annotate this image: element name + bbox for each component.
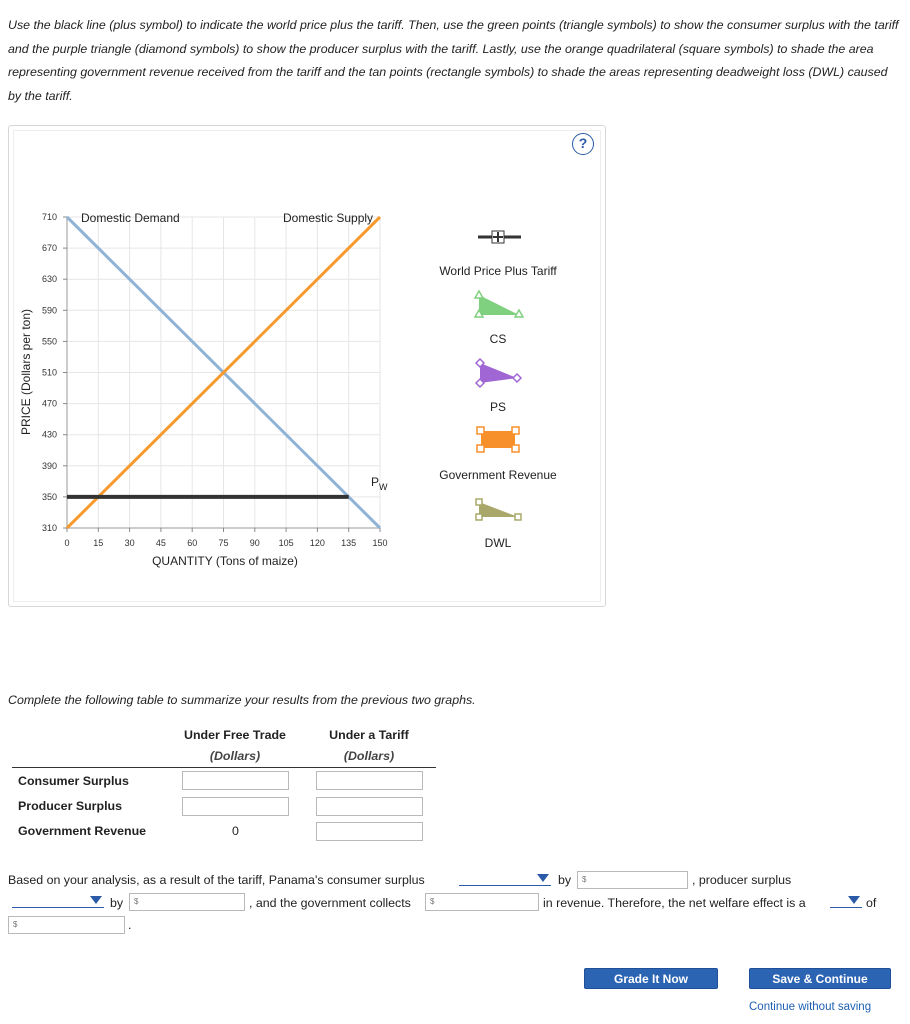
x-tick-label: 105	[278, 538, 294, 548]
square-marker-icon	[477, 445, 484, 452]
x-axis-title: QUANTITY (Tons of maize)	[152, 554, 298, 568]
net-welfare-effect-dropdown[interactable]	[830, 892, 862, 908]
producer-surplus-amount-input[interactable]	[129, 893, 245, 911]
col-head-free-trade: Under Free Trade	[184, 728, 286, 742]
col-sub-free-trade: (Dollars)	[209, 749, 261, 763]
palette-ps-tool[interactable]	[476, 359, 521, 387]
square-marker-icon	[512, 427, 519, 434]
dwl-triangle-icon	[479, 502, 518, 517]
producer-surplus-change-dropdown[interactable]	[12, 892, 104, 908]
x-tick-label: 135	[341, 538, 357, 548]
palette-world-price-tariff[interactable]	[478, 231, 521, 243]
government-revenue-amount-input[interactable]	[425, 893, 539, 911]
palette-label-cs: CS	[489, 332, 507, 346]
plus-icon	[492, 231, 504, 243]
ps-triangle-icon	[480, 363, 517, 383]
analysis-period: .	[128, 918, 132, 932]
consumer-surplus-amount-input[interactable]	[577, 871, 688, 889]
x-tick-label: 150	[372, 538, 388, 548]
palette-label-dwl: DWL	[484, 536, 512, 550]
ps-tariff-input[interactable]	[316, 797, 423, 816]
rectangle-marker-icon	[476, 499, 482, 505]
chevron-down-icon	[848, 896, 860, 904]
analysis-by-1: by	[558, 873, 572, 887]
dollar-symbol: $	[13, 920, 18, 929]
y-tick-label: 510	[41, 367, 57, 378]
palette-label-ps: PS	[489, 400, 507, 414]
x-tick-label: 75	[218, 538, 229, 548]
y-tick-label: 710	[41, 212, 57, 222]
analysis-of: of	[866, 896, 877, 910]
grade-it-now-button[interactable]: Grade It Now	[584, 968, 718, 989]
y-tick-label: 310	[41, 523, 57, 533]
analysis-text-4: in revenue. Therefore, the net welfare effect is a	[543, 896, 806, 910]
table-rule	[12, 767, 436, 768]
analysis-text-3: , and the government collects	[249, 896, 411, 910]
col-head-tariff: Under a Tariff	[329, 728, 409, 742]
analysis-text-2: , producer surplus	[692, 873, 792, 887]
triangle-marker-icon	[475, 291, 483, 298]
chevron-down-icon	[90, 896, 102, 904]
continue-without-saving-link[interactable]: Continue without saving	[749, 1001, 872, 1013]
supply-label: Domestic Supply	[283, 211, 374, 225]
table-intro: Complete the following table to summarize your results from the previous two graphs.	[8, 693, 476, 707]
gov-tariff-input[interactable]	[316, 822, 423, 841]
row-label-producer-surplus: Producer Surplus	[18, 799, 122, 813]
ps-free-trade-input[interactable]	[182, 797, 289, 816]
palette-label-gov: Government Revenue	[439, 468, 557, 482]
rectangle-marker-icon	[476, 514, 482, 520]
cs-free-trade-input[interactable]	[182, 771, 289, 790]
palette-label-world-price: World Price Plus Tariff	[439, 264, 557, 278]
analysis-text-1: Based on your analysis, as a result of the tariff, Panama's consumer surplus	[8, 873, 425, 887]
consumer-surplus-change-dropdown[interactable]	[459, 870, 551, 886]
cs-tariff-input[interactable]	[316, 771, 423, 790]
help-icon[interactable]: ?	[572, 133, 594, 155]
x-tick-label: 15	[93, 538, 104, 548]
y-tick-label: 350	[41, 491, 57, 502]
x-tick-label: 120	[309, 538, 325, 548]
world-price-letter: P	[371, 475, 380, 489]
dollar-symbol: $	[582, 875, 587, 884]
world-price-subscript: W	[379, 482, 388, 492]
square-marker-icon	[512, 445, 519, 452]
palette-gov-tool[interactable]	[477, 427, 519, 452]
net-welfare-amount-input[interactable]	[8, 916, 125, 934]
analysis-by-2: by	[110, 896, 124, 910]
x-tick-label: 45	[155, 538, 166, 548]
row-label-government-revenue: Government Revenue	[18, 824, 147, 838]
diamond-marker-icon	[513, 374, 521, 382]
y-tick-label: 630	[41, 274, 57, 285]
y-axis-title: PRICE (Dollars per ton)	[19, 308, 33, 436]
y-tick-label: 390	[41, 460, 57, 471]
palette-cs-tool[interactable]	[475, 291, 523, 317]
y-tick-label: 590	[41, 305, 57, 316]
square-marker-icon	[477, 427, 484, 434]
row-label-consumer-surplus: Consumer Surplus	[18, 774, 129, 788]
instructions-text: Use the black line (plus symbol) to indicate the world price plus the tariff. Then, use the green points (triangle symbols) to show the consumer surplus with the tariff and the purple triangle (diamond symbols) to show the producer surplus with the tariff. Lastly, use the orange quadrilateral (square symbols) to shade the area representing government revenue received from the tariff and the tan points (rectangle symbols) to shade the areas representing deadweight loss (DWL) caused by the tariff.	[8, 18, 899, 103]
x-tick-label: 60	[187, 538, 198, 548]
x-tick-label: 90	[249, 538, 260, 548]
y-tick-label: 670	[41, 243, 57, 254]
x-tick-label: 0	[64, 538, 70, 548]
y-tick-label: 430	[41, 429, 57, 440]
rectangle-marker-icon	[515, 514, 521, 520]
chevron-down-icon	[537, 874, 549, 882]
col-sub-tariff: (Dollars)	[343, 749, 395, 763]
dollar-symbol: $	[134, 897, 139, 906]
y-tick-label: 470	[41, 398, 57, 409]
dollar-symbol: $	[430, 897, 435, 906]
demand-label: Domestic Demand	[81, 211, 180, 225]
palette-dwl-tool[interactable]	[476, 499, 521, 520]
triangle-marker-icon	[515, 310, 523, 317]
cs-triangle-icon	[479, 295, 519, 315]
save-continue-button[interactable]: Save & Continue	[749, 968, 891, 989]
x-tick-label: 30	[124, 538, 135, 548]
gov-rect-icon	[481, 431, 515, 448]
gov-free-trade-value: 0	[232, 824, 239, 838]
y-tick-label: 550	[41, 336, 57, 347]
